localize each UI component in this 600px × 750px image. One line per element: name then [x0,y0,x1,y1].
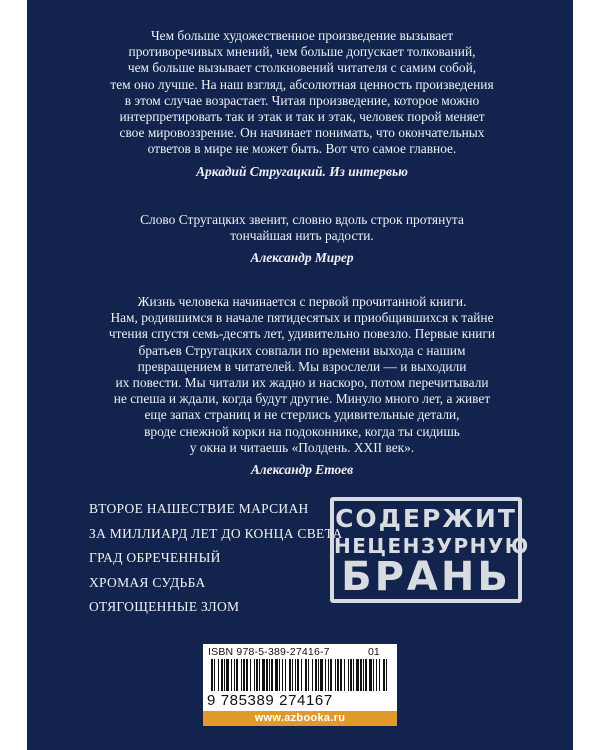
book-back-cover [27,0,573,750]
barcode-bar [243,659,245,691]
barcode-bar [330,659,332,691]
barcode-bar [350,659,352,691]
barcode-bar [386,659,387,691]
barcode-bar [363,659,364,691]
barcode-bar [356,659,359,691]
barcode-bar [224,659,225,691]
barcode-bar [231,659,232,691]
barcode-bar [320,659,323,691]
barcode-bar [285,659,286,691]
barcode-bar [340,659,342,691]
barcode-bar [221,659,223,691]
quote-author: Аркадий Стругацкий. Из интервью [196,163,408,179]
contents-item: ВТОРОЕ НАШЕСТВИЕ МАРСИАН [89,501,309,516]
barcode-bar [250,659,251,691]
quote-strugatsky [67,28,537,180]
barcode-bar [328,659,329,691]
barcode-bar [305,659,307,691]
barcode-bar [279,659,280,691]
barcode-bar [295,659,296,691]
barcode-bar [218,659,219,691]
quote-author: Александр Етоев [250,462,354,478]
quote-text: Слово Стругацких звенит, словно вдоль строк протянута тончайшая нить радости. [140,212,464,244]
contents-list [89,497,343,620]
barcode-bar [337,659,339,691]
barcode-bar [241,659,242,691]
stamp-line-1: СОДЕРЖИТ [335,504,517,533]
barcode-bar [246,659,248,691]
barcode-bar [344,659,345,691]
contents-item: ЗА МИЛЛИАРД ЛЕТ ДО КОНЦА СВЕТА [89,525,343,541]
barcode-bar [275,659,278,691]
barcode-bar [318,659,319,691]
barcode-bar [379,659,380,691]
barcode-bar [373,659,374,691]
isbn-label: ISBN 978-5-389-27416-7 [208,646,330,658]
contents-item: ГРАД ОБРЕЧЕННЫЙ [89,550,221,565]
barcode-bar [348,659,349,691]
stamp-line-2: НЕЦЕНЗУРНУЮ [334,534,530,558]
profanity-warning-stamp [330,497,530,603]
barcode-bar [301,659,302,691]
publisher-website: www.azbooka.ru [203,711,397,726]
quote-etoev [67,294,537,478]
barcode-bar [369,659,372,691]
stamp-line-3: БРАНЬ [341,554,511,600]
barcode-bar [365,659,367,691]
quote-mirer [67,212,537,267]
barcode-bar [335,659,336,691]
barcode-bar [259,659,260,691]
contents-item: ХРОМАЯ СУДЬБА [89,574,206,590]
quote-author: Александр Мирер [250,250,354,266]
quote-text: Чем больше художественное произведение вызывает противоречивых мнений, чем больше допускает толкований, чем больше вызывает столкновений читателя с самим собой, тем оно лучше. На наш взгляд, абсолютная ценность произведения в этом случае возрастает. Читая произведение, которое можно интерпретировать так и этак и так и этак, человек порой меняет свое мировоззрение. Он начинает понимать, что окончательных ответов в мире не может быть. Вот что самое главное. [110,28,494,157]
barcode-bar [376,659,377,691]
isbn-addon: 01 [368,646,380,658]
barcode-bar [360,659,362,691]
barcode-bar [266,659,268,691]
barcode-bar [236,659,238,691]
barcode-bar [269,659,270,691]
barcode-bar [308,659,309,691]
barcode-bar [292,659,293,691]
barcode-bar [325,659,326,691]
barcode-bar [289,659,291,691]
barcode-bar [271,659,273,691]
barcode-bar [214,659,215,691]
barcode-bar [315,659,317,691]
barcode-bar [234,659,235,691]
quote-text: Жизнь человека начинается с первой прочитанной книги. Нам, родившимся в начале пятидесятых и приобщившихся к тайне чтения спустя семь-десять лет, удивительно повезло. Первые книги братьев Стругацких совпали по времени выхода с нашим превращением в читателей. Мы взрослели — и выходили их повести. Мы читали их жадно и наскоро, потом перечитывали не спеша и ждали, когда будут другие. Минуло много лет, а живет еще запах страниц и не стерлись удивительные детали, вроде снежной корки на подоконнике, когда ты сидишь у окна и читаешь «Полдень. XXII век». [108,294,496,455]
barcode-bar [262,659,265,691]
barcode-digits: 9 785389 274167 [207,692,333,709]
barcode-bar [312,659,313,691]
barcode-bar [211,659,213,691]
barcode-bar [226,659,229,691]
barcode-bars [211,659,391,691]
contents-item: ОТЯГОЩЕННЫЕ ЗЛОМ [89,599,240,614]
barcode-panel [203,644,397,726]
barcode-bar [383,659,385,691]
barcode-bar [297,659,299,691]
barcode-bar [353,659,354,691]
barcode-bar [254,659,255,691]
barcode-bar [282,659,283,691]
barcode-bar [256,659,258,691]
